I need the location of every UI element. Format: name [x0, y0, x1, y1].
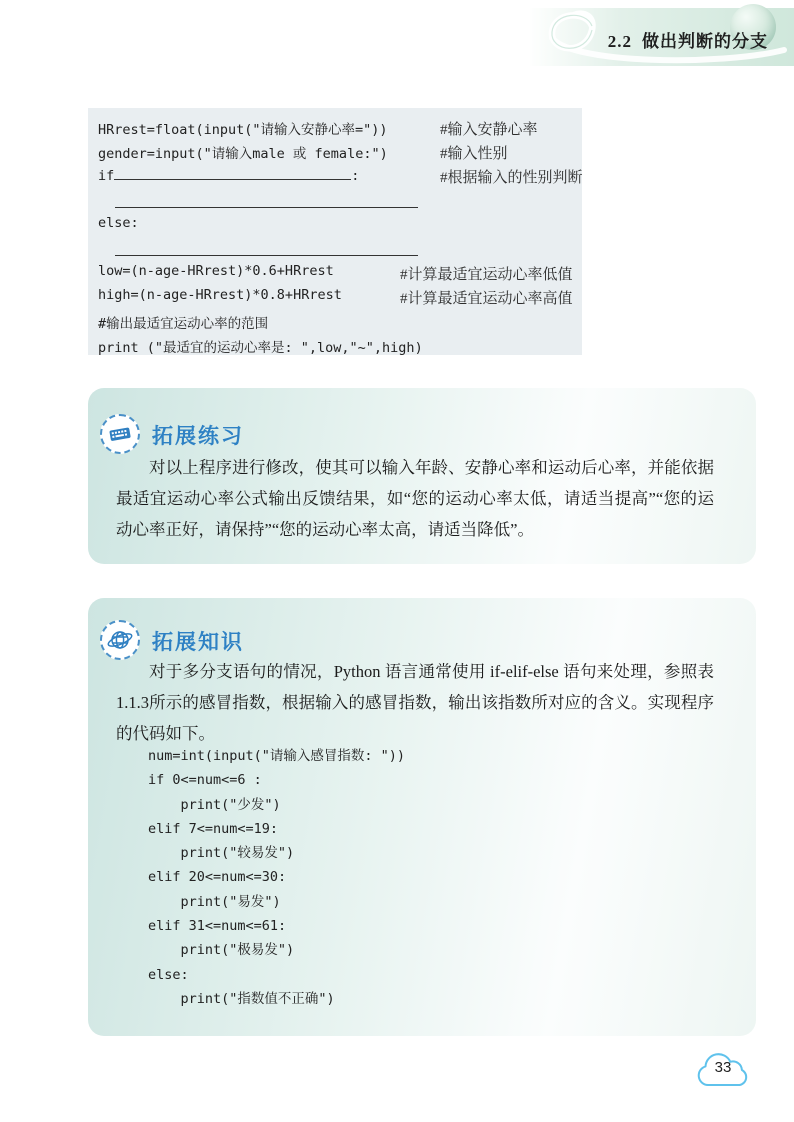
page-number: 33	[714, 1059, 732, 1076]
fill-blank-line	[115, 255, 418, 256]
code-comment: #输入性别	[440, 146, 508, 163]
elif-example-code-block	[148, 744, 405, 1011]
code-comment: #输入安静心率	[440, 122, 538, 138]
code-line	[88, 116, 582, 140]
page-number-cloud	[694, 1048, 752, 1094]
knowledge-body-text: 对于多分支语句的情况，Python 语言通常使用 if-elif-else 语句来处理，参照表1.1.3所示的感冒指数，根据输入的感冒指数，输出该指数所对应的含义。实现程序的代码如下。	[116, 662, 714, 743]
code-line-blank	[88, 237, 582, 261]
code-text: num=int(input("请输入感冒指数: "))	[148, 748, 406, 764]
section-title: 做出判断的分支	[642, 32, 768, 51]
code-line	[88, 310, 582, 334]
code-text: :	[351, 168, 360, 185]
code-comment: #计算最适宜运动心率低值	[400, 267, 573, 284]
code-text: elif 7<=num<=19:	[148, 820, 279, 837]
code-line-blank	[88, 189, 582, 213]
keyboard-icon	[107, 421, 133, 447]
code-line	[88, 334, 582, 358]
code-text: print ("最适宜的运动心率是: ",low,"~",high)	[98, 339, 423, 356]
code-text: print("少发")	[148, 796, 281, 813]
practice-badge	[100, 414, 140, 454]
code-text: if	[98, 168, 115, 185]
code-text: #输出最适宜运动心率的范围	[98, 315, 269, 332]
code-line	[88, 140, 582, 164]
code-text: gender=input("请输入male 或 female:")	[98, 146, 388, 163]
code-text: print("指数值不正确")	[148, 990, 335, 1007]
fill-in-code-block	[88, 108, 582, 355]
extended-practice-box	[88, 388, 756, 564]
section-number: 2.2	[607, 32, 632, 51]
code-line-if-blank	[88, 164, 582, 188]
code-text: print("极易发")	[148, 942, 295, 959]
code-text: print("较易发")	[148, 845, 295, 862]
section-heading	[608, 27, 768, 52]
globe-icon	[106, 626, 134, 654]
code-text: print("易发")	[148, 893, 281, 910]
code-text: else:	[148, 966, 189, 983]
code-text: elif 20<=num<=30:	[148, 869, 287, 886]
practice-title: 拓展练习	[152, 425, 244, 448]
knowledge-title: 拓展知识	[152, 631, 244, 654]
code-comment: #根据输入的性别判断	[440, 170, 583, 187]
fill-blank-line	[114, 166, 351, 180]
code-text: HRrest=float(input("请输入安静心率="))	[98, 122, 388, 138]
code-comment: #计算最适宜运动心率高值	[400, 291, 573, 308]
code-text: elif 31<=num<=61:	[148, 918, 287, 935]
code-line	[88, 213, 582, 237]
code-line	[88, 261, 582, 285]
code-line	[88, 285, 582, 309]
code-text: else:	[98, 214, 139, 231]
practice-body-text: 对以上程序进行修改，使其可以输入年龄、安静心率和运动后心率，并能依据最适宜运动心率公式输出反馈结果，如“您的运动心率太低，请适当提高”“您的运动心率正好，请保持”“您的运动心率太高，请适当降低”。	[116, 458, 714, 539]
code-text: low=(n-age-HRrest)*0.6+HRrest	[98, 263, 334, 280]
knowledge-badge	[100, 620, 140, 660]
chapter-header-band	[530, 8, 794, 66]
extended-knowledge-box	[88, 598, 756, 1036]
code-text: high=(n-age-HRrest)*0.8+HRrest	[98, 287, 342, 304]
fill-blank-line	[115, 207, 418, 208]
code-text: if 0<=num<=6 :	[148, 772, 262, 789]
